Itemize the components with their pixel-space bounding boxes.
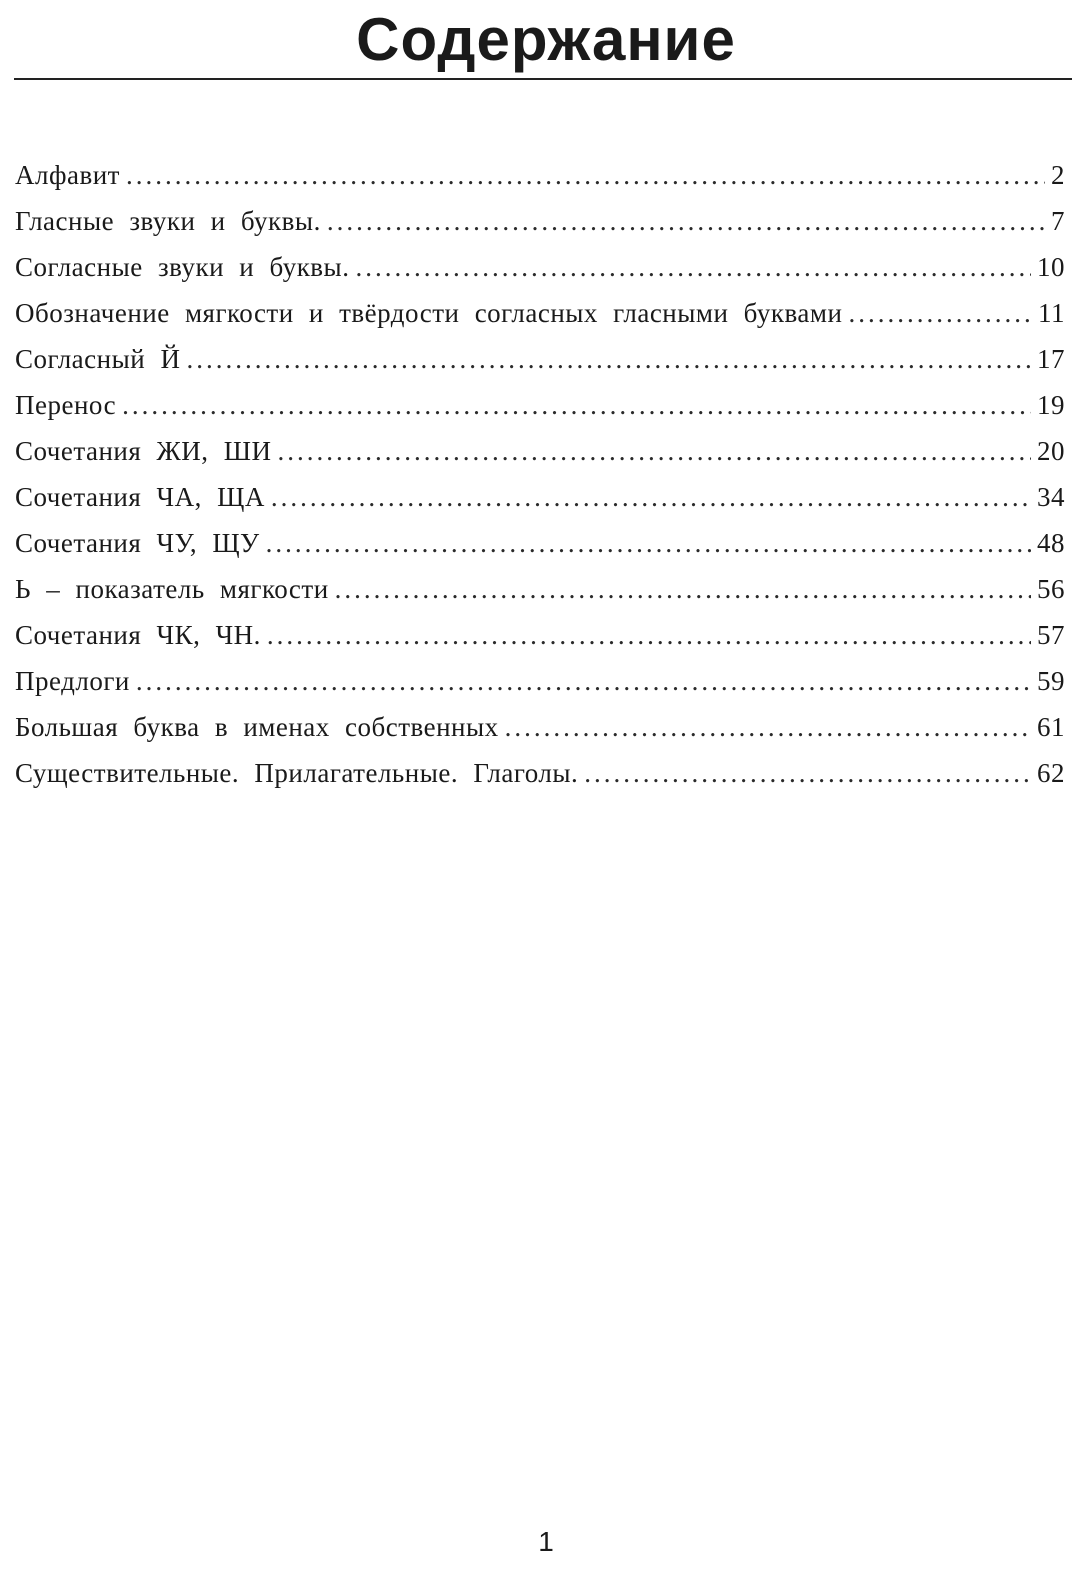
toc-entry-label: Гласные звуки и буквы.	[15, 206, 321, 236]
toc-entry-page: 2	[1051, 160, 1065, 190]
toc-entry-page: 61	[1037, 712, 1065, 742]
page-title: Содержание	[356, 6, 736, 73]
dot-leader	[355, 244, 1031, 290]
title-divider	[14, 78, 1072, 80]
toc-entry-page: 17	[1037, 344, 1065, 374]
toc-entry-cha-shcha[interactable]	[15, 474, 1065, 520]
toc-entry-label: Предлоги	[15, 666, 130, 696]
toc-entry-page: 48	[1037, 528, 1065, 558]
toc-entry-chu-shchu[interactable]	[15, 520, 1065, 566]
toc-entry-page: 57	[1037, 620, 1065, 650]
toc-entry-label: Алфавит	[15, 160, 120, 190]
toc-entry-page: 56	[1037, 574, 1065, 604]
toc-entry-page: 62	[1037, 758, 1065, 788]
dot-leader	[584, 750, 1031, 796]
page-number: 1	[538, 1526, 554, 1557]
dot-leader	[122, 382, 1031, 428]
toc-entry-prepositions[interactable]	[15, 658, 1065, 704]
toc-entry-soft-sign[interactable]	[15, 566, 1065, 612]
toc-entry-label: Сочетания ЧА, ЩА	[15, 482, 265, 512]
toc-entry-alphabet[interactable]	[15, 152, 1065, 198]
toc-entry-page: 34	[1037, 482, 1065, 512]
dot-leader	[136, 658, 1031, 704]
dot-leader	[335, 566, 1031, 612]
toc-entry-page: 11	[1038, 298, 1065, 328]
toc-entry-page: 10	[1037, 252, 1065, 282]
toc-entry-page: 20	[1037, 436, 1065, 466]
toc-entry-consonant-y[interactable]	[15, 336, 1065, 382]
toc-entry-page: 59	[1037, 666, 1065, 696]
toc-entry-label: Сочетания ЧК, ЧН.	[15, 620, 261, 650]
dot-leader	[848, 290, 1032, 336]
toc-entry-parts-of-speech[interactable]	[15, 750, 1065, 796]
dot-leader	[271, 474, 1031, 520]
dot-leader	[267, 612, 1031, 658]
dot-leader	[266, 520, 1031, 566]
toc-entry-label: Согласный Й	[15, 344, 181, 374]
toc-entry-page: 7	[1051, 206, 1065, 236]
toc-entry-page: 19	[1037, 390, 1065, 420]
toc-entry-label: Ь – показатель мягкости	[15, 574, 329, 604]
toc-entry-label: Согласные звуки и буквы.	[15, 252, 350, 282]
toc-entry-chk-chn[interactable]	[15, 612, 1065, 658]
dot-leader	[126, 152, 1045, 198]
toc-entry-capital-letter[interactable]	[15, 704, 1065, 750]
dot-leader	[186, 336, 1031, 382]
toc-entry-label: Большая буква в именах собственных	[15, 712, 499, 742]
toc-entry-vowels[interactable]	[15, 198, 1065, 244]
dot-leader	[277, 428, 1031, 474]
toc-entry-zhi-shi[interactable]	[15, 428, 1065, 474]
table-of-contents	[15, 152, 1065, 796]
toc-entry-softness-hardness[interactable]	[15, 290, 1065, 336]
toc-entry-label: Перенос	[15, 390, 117, 420]
toc-entry-consonants[interactable]	[15, 244, 1065, 290]
toc-entry-label: Обозначение мягкости и твёрдости согласных гласными буквами	[15, 298, 843, 328]
dot-leader	[327, 198, 1045, 244]
toc-entry-label: Сочетания ЧУ, ЩУ	[15, 528, 260, 558]
toc-entry-hyphenation[interactable]	[15, 382, 1065, 428]
dot-leader	[505, 704, 1031, 750]
toc-entry-label: Сочетания ЖИ, ШИ	[15, 436, 272, 466]
toc-entry-label: Существительные. Прилагательные. Глаголы.	[15, 758, 579, 788]
